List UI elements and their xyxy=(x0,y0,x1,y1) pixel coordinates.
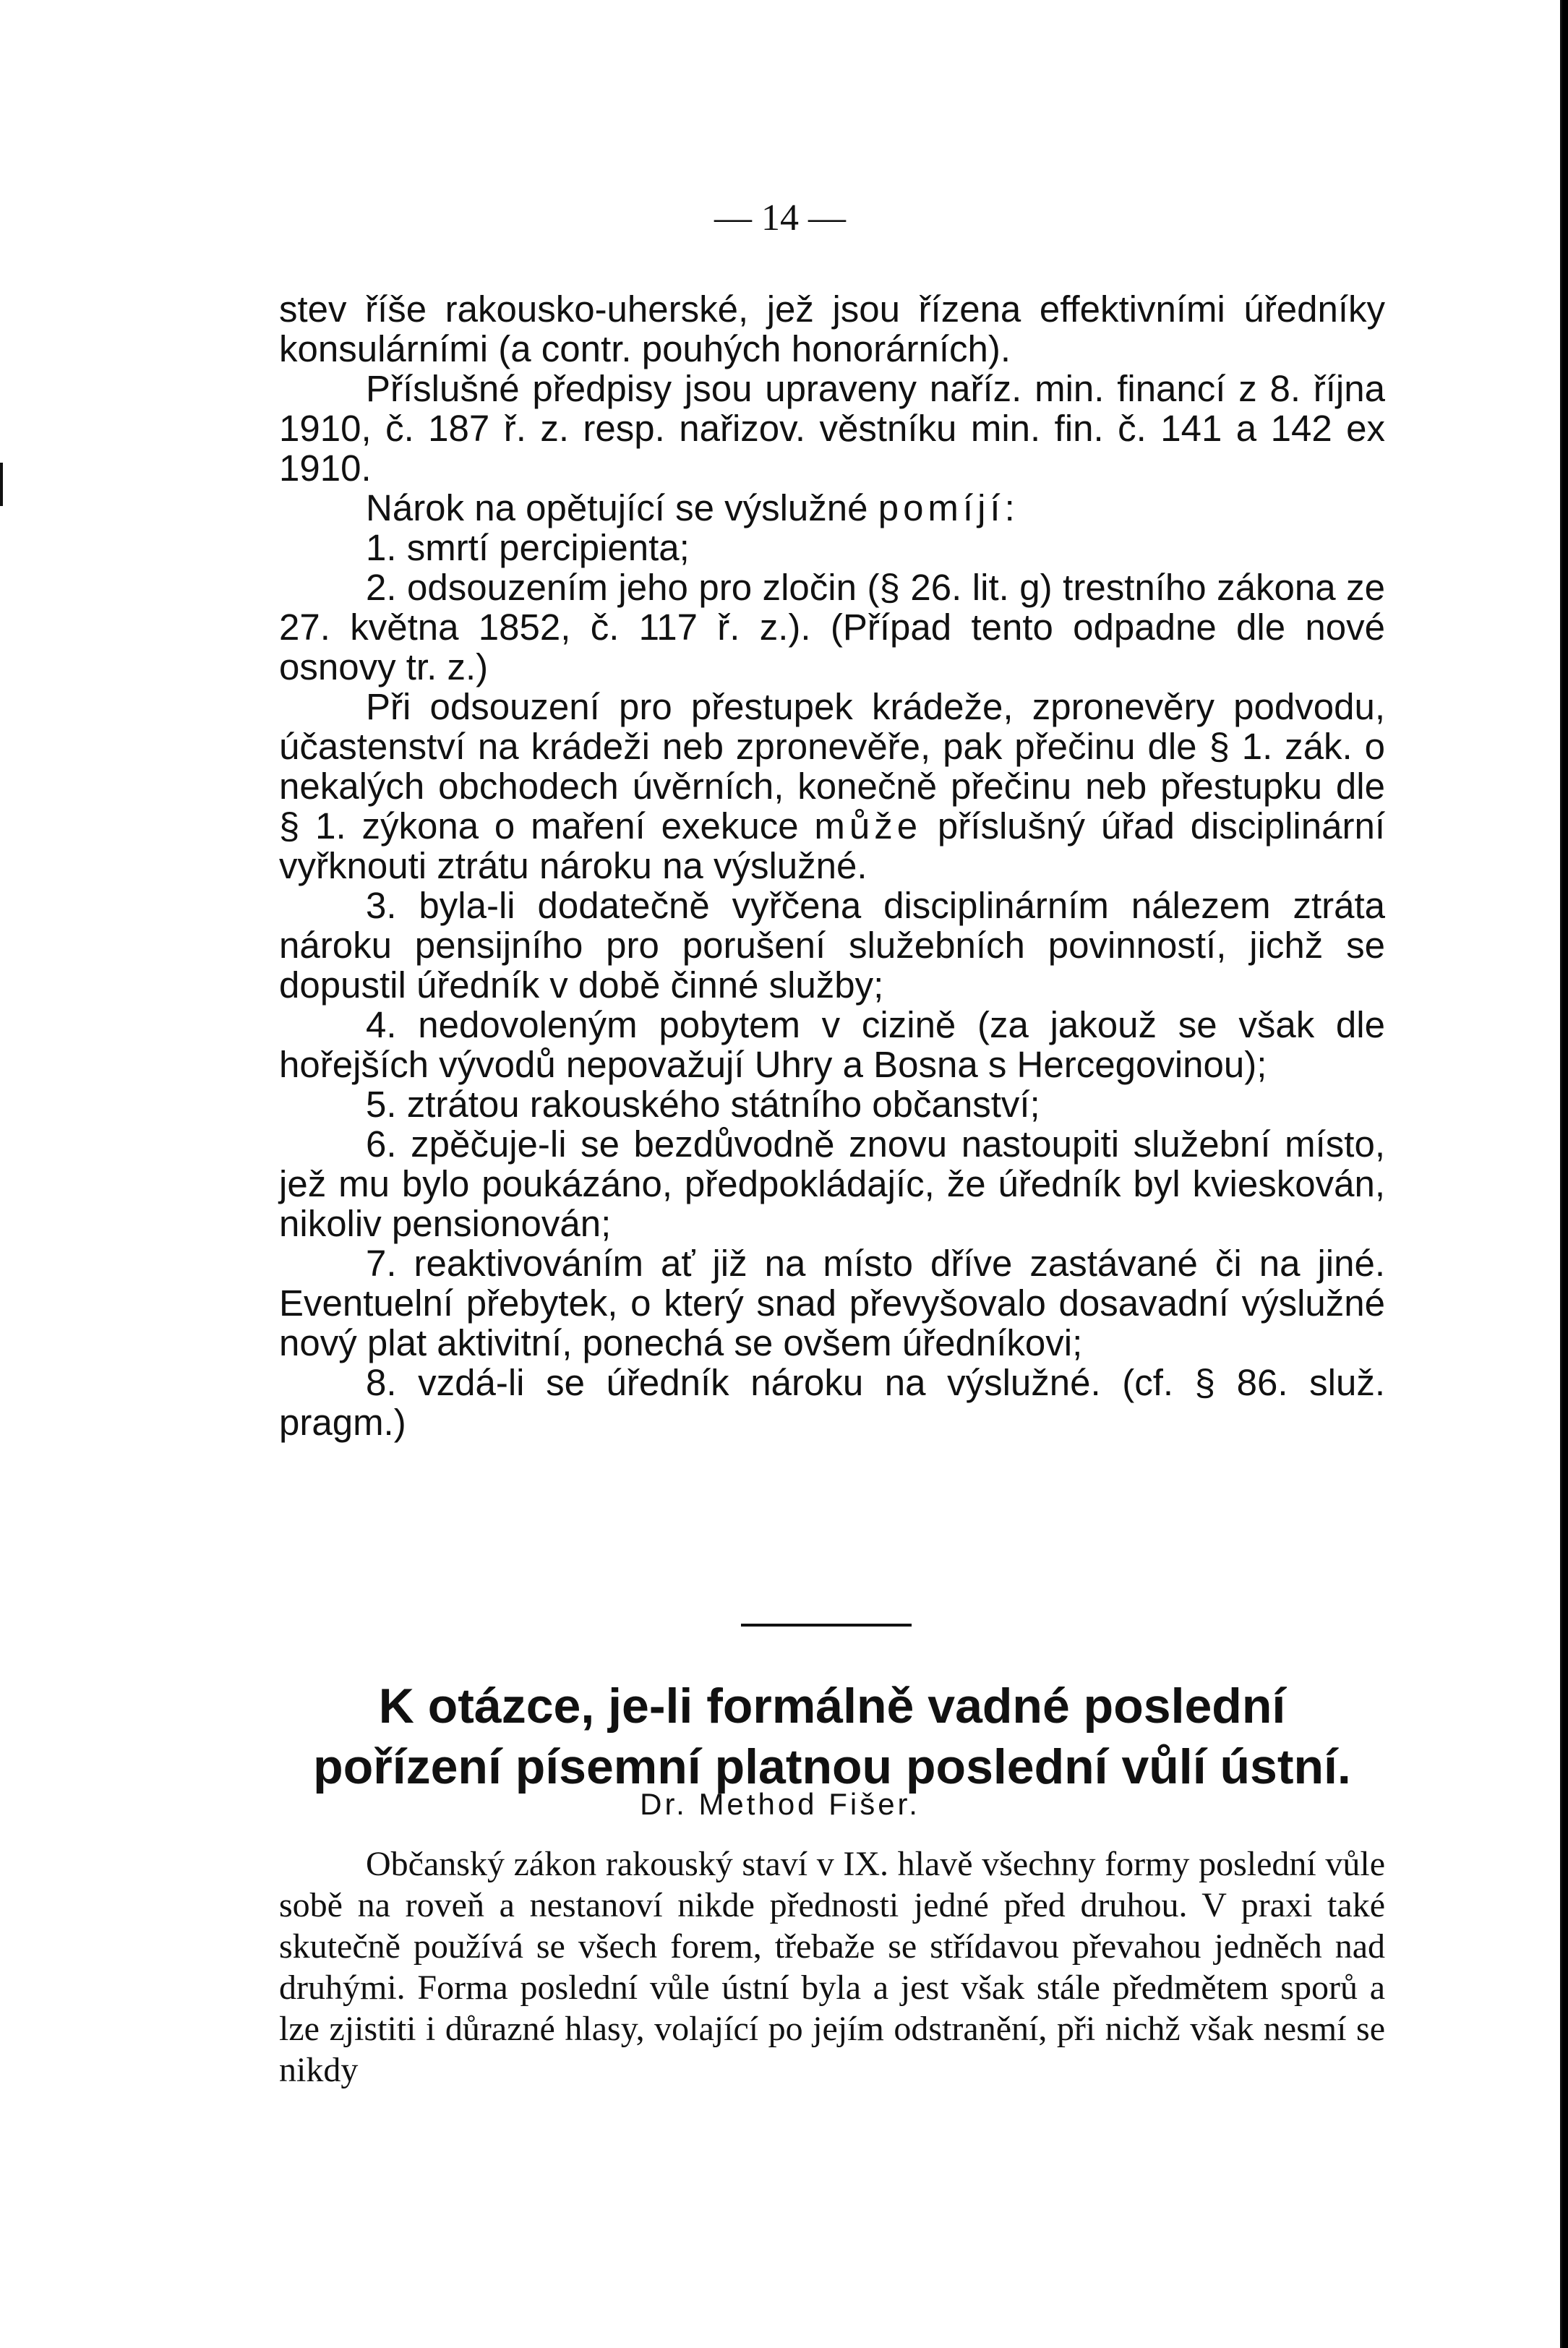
body-text xyxy=(279,289,1385,1442)
paragraph: stev říše rakousko-uherské, jež jsou řízena effektivními úředníky konsulárními (a contr. pouhých honorárních). xyxy=(279,288,1385,369)
text-span: Nárok na opětující se výslužné xyxy=(366,487,878,528)
list-item: 7. reaktivováním ať již na místo dříve zastávané či na jiné. Eventuelní přebytek, o který snad převyšovalo dosavadní výslužné nový plat aktivitní, ponechá se ovšem úředníkovi; xyxy=(279,1243,1385,1363)
text-span: Při odsouzení pro přestupek krádeže, zpronevěry podvodu, účastenství na krádeži neb zpronevěře, pak přečinu dle § 1. zák. o nekalých obchodech úvěrních, konečně přečinu neb přestupku dle § 1. zýkona o maření exekuce xyxy=(279,686,1385,847)
text-span: příslušný úřad disciplinární vyřknouti ztrátu nároku na výslužné. xyxy=(279,805,1385,886)
list-item: 6. zpěčuje-li se bezdůvodně znovu nastoupiti služební místo, jež mu bylo poukázáno, předpokládajíc, že úředník byl kvieskován, nikoliv pensionován; xyxy=(279,1123,1385,1244)
paragraph xyxy=(279,687,1385,886)
article-body xyxy=(279,1843,1385,2091)
list-item: 4. nedovoleným pobytem v cizině (za jakouž se však dle hořejších vývodů nepovažují Uhry a Bosna s Hercegovinou); xyxy=(279,1004,1385,1085)
margin-mark xyxy=(0,463,3,506)
list-item: 2. odsouzením jeho pro zločin (§ 26. lit. g) trestního zákona ze 27. května 1852, č. 117 ř. z.). (Případ tento odpadne dle nové osnovy tr. z.) xyxy=(279,567,1385,687)
list-item: 5. ztrátou rakouského státního občanství; xyxy=(366,1084,1040,1125)
article-title: K otázce, je-li formálně vadné poslední pořízení písemní platnou poslední vůlí ústní. xyxy=(313,1679,1351,1794)
list-item: 3. byla-li dodatečně vyřčena disciplinárním nálezem ztráta nároku pensijního pro porušení služebních povinností, jichž se dopustil úředník v době činné služby; xyxy=(279,885,1385,1006)
section-divider xyxy=(741,1624,912,1627)
list-item: 1. smrtí percipienta; xyxy=(366,527,690,568)
spaced-emphasis: pomíjí: xyxy=(878,487,1019,528)
list-item: 8. vzdá-li se úředník nároku na výslužné. (cf. § 86. služ. pragm.) xyxy=(279,1362,1385,1443)
page-number: — 14 — xyxy=(714,197,846,239)
article-author: Dr. Method Fišer. xyxy=(640,1787,920,1821)
paragraph: Občanský zákon rakouský staví v IX. hlavě všechny formy poslední vůle sobě na roveň a nestanoví nikde přednosti jedné před druhou. V praxi také skutečně používá se všech forem, třebaže se střídavou převahou jedněch nad druhými. Forma poslední vůle ústní byla a jest však stále předmětem sporů a lze zjistiti i důrazné hlasy, volající po jejím odstranění, při nichž však nesmí se nikdy xyxy=(279,1845,1385,2089)
spaced-emphasis: může xyxy=(814,805,922,847)
paragraph: Příslušné předpisy jsou upraveny naříz. min. financí z 8. října 1910, č. 187 ř. z. resp. nařizov. věstníku min. fin. č. 141 a 142 ex 1910. xyxy=(279,368,1385,489)
paragraph xyxy=(279,488,1385,528)
